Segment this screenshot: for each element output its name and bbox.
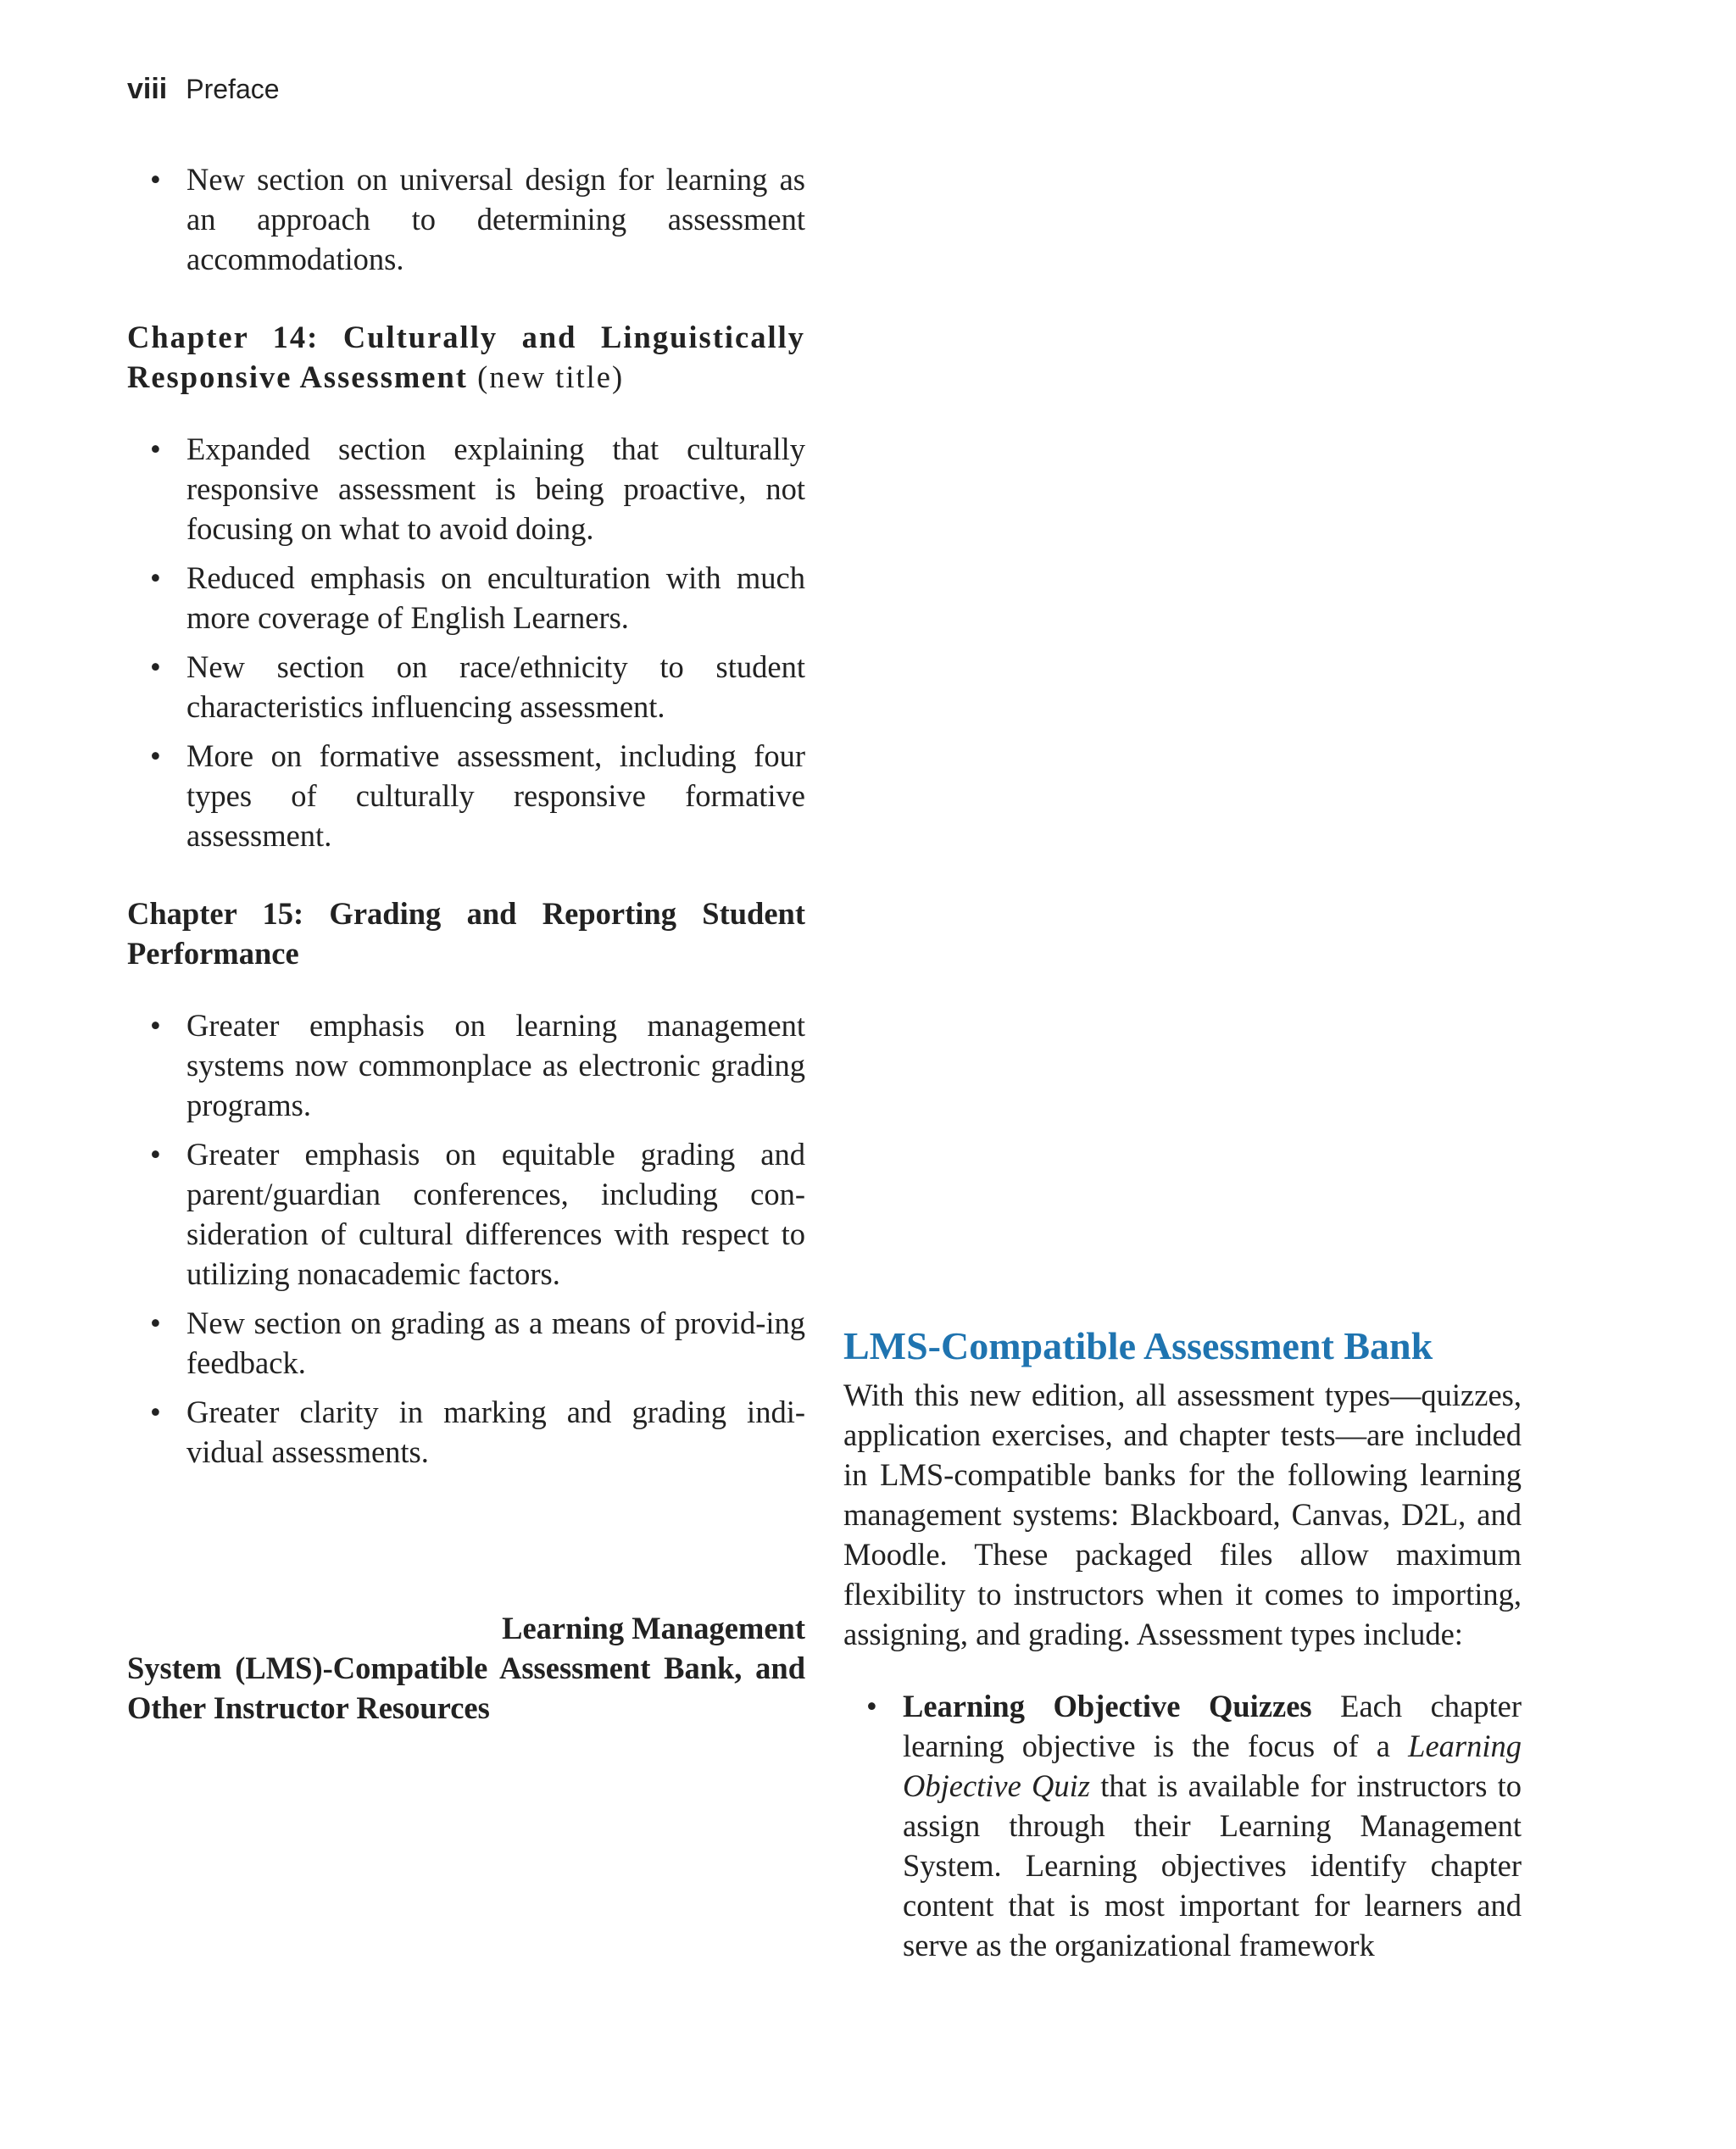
list-item: • Greater emphasis on equitable grading and parent/guardian conferences, including con-sideration of cultural differences with respect to utilizing nonacademic factors. xyxy=(127,1134,805,1294)
list-item: • Greater clarity in marking and grading indi-vidual assessments. xyxy=(127,1392,805,1472)
list-item: • New section on grading as a means of provid-ing feedback. xyxy=(127,1303,805,1383)
page-number: viii xyxy=(127,73,168,105)
chapter-14-note: (new title) xyxy=(477,359,625,394)
chapter-15-heading: Chapter 15: Grading and Reporting Student Performance xyxy=(127,896,805,971)
bullet-text-1: Each chapter learning objective is the focus of a xyxy=(903,1689,1522,1763)
list-item: • More on formative assessment, including four types of culturally responsive formative assessment. xyxy=(127,736,805,855)
top-bullet-list xyxy=(127,159,805,279)
list-item xyxy=(843,1686,1522,1965)
list-item: • Reduced emphasis on enculturation with much more coverage of English Learners. xyxy=(127,558,805,637)
left-column xyxy=(127,159,805,1728)
chapter-15-bullet-list xyxy=(127,1005,805,1472)
page-header xyxy=(127,73,280,106)
chapter-14-heading xyxy=(127,317,805,397)
running-head: Preface xyxy=(186,74,280,104)
lms-bank-heading: LMS-Compatible Assessment Bank xyxy=(843,1324,1433,1367)
assessment-types-list xyxy=(843,1686,1522,1965)
list-item: • New section on race/ethnicity to student characteristics influencing assessment. xyxy=(127,647,805,727)
bullet-italic-term: Learning Objective Quiz xyxy=(903,1729,1522,1803)
lms-section-heading-rest: System (LMS)-Compatible Assessment Bank, and Other Instructor Resources xyxy=(127,1651,805,1725)
list-item: • Expanded section explaining that culturally responsive assessment is being proactive, not focusing on what to avoid doing. xyxy=(127,429,805,548)
list-item: • New section on universal design for learning as an approach to determining assessment accommodations. xyxy=(127,159,805,279)
list-item: • Greater emphasis on learning management systems now commonplace as electronic grading programs. xyxy=(127,1005,805,1125)
lms-section-heading-line1: Learning Management xyxy=(502,1611,805,1645)
chapter-14-title: Chapter 14: Culturally and Linguistically Responsive Assessment xyxy=(127,320,805,394)
chapter-14-bullet-list xyxy=(127,429,805,855)
right-column xyxy=(843,1322,1522,1974)
bullet-bold-label: Learning Objective Quizzes xyxy=(903,1689,1312,1723)
bullet-text-2: that is available for instructors to assign through their Learning Management System. Learning objectives identify chapter content that is most important for learners and serve as the organizational framework xyxy=(903,1768,1522,1962)
lms-bank-paragraph: With this new edition, all assessment types—quizzes, application exercises, and chapter tests—are included in LMS-compatible banks for the following learning management systems: Blackboard, Canvas, D2L, and Moodle. These packaged files allow maximum flexibility to instructors when it comes to importing, assigning, and grading. Assessment types include: xyxy=(843,1378,1522,1651)
